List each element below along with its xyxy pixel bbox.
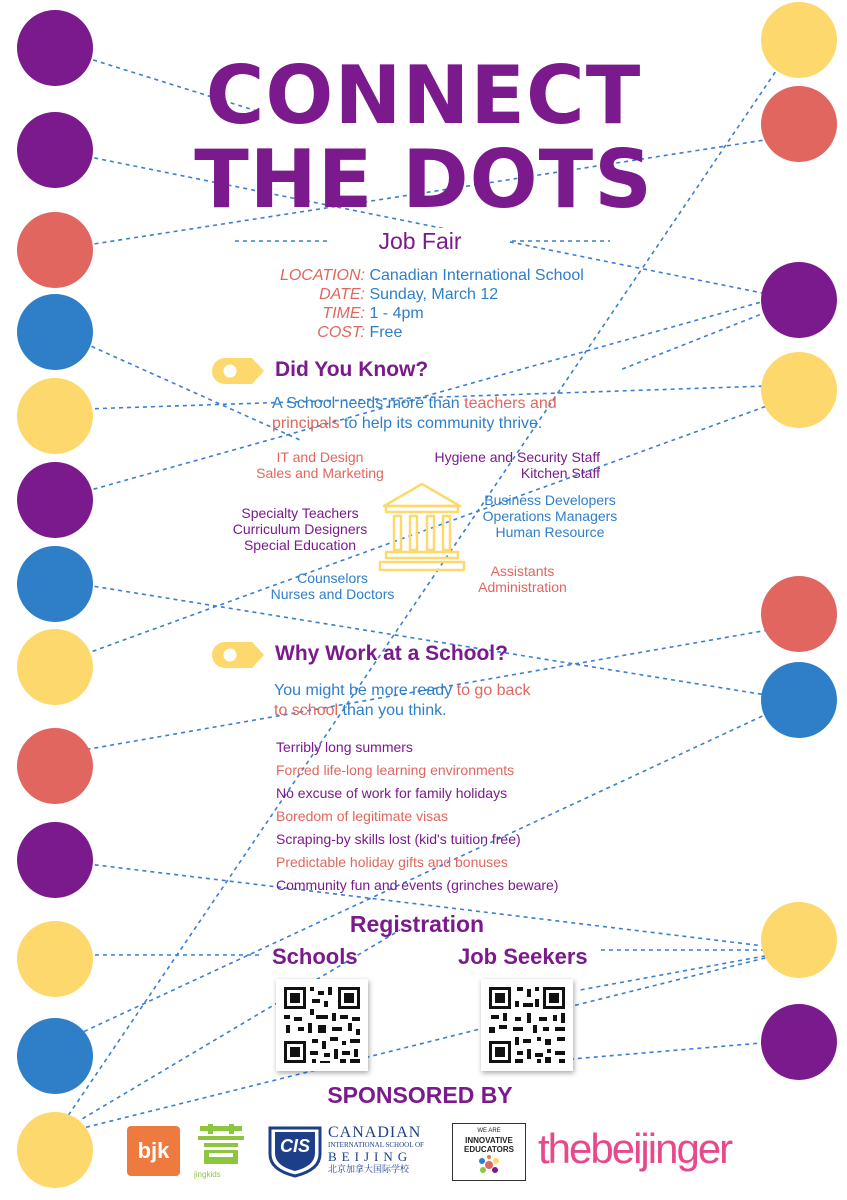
detail-value: 1 - 4pm [369, 305, 424, 322]
roles-assistants [460, 563, 585, 595]
detail-label: LOCATION: [279, 267, 365, 284]
cis-name [328, 1125, 424, 1175]
role-item: Operations Managers [482, 508, 618, 524]
cis-logo [266, 1124, 436, 1178]
detail-cost [240, 323, 584, 342]
dot-right-6 [761, 662, 837, 738]
title-line-2: THE DOTS [194, 133, 653, 226]
dot-right-7 [761, 902, 837, 978]
title-line-1: CONNECT [205, 49, 642, 142]
detail-value: Canadian International School [369, 267, 584, 284]
roles-business [470, 492, 630, 540]
dot-left-5 [17, 378, 93, 454]
why-text-b: to go back [456, 682, 531, 699]
role-item: Sales and Marketing [256, 465, 384, 481]
cis-line-1: CANADIAN [328, 1124, 422, 1141]
role-item: Special Education [243, 537, 357, 553]
dot-left-4 [17, 294, 93, 370]
dyk-text-d: to help its community thrive. [339, 415, 543, 432]
detail-label: TIME: [322, 305, 365, 322]
reasons-list [276, 736, 616, 897]
roles-it [235, 449, 405, 481]
role-item: Nurses and Doctors [270, 586, 395, 602]
did-you-know-text [272, 394, 612, 434]
why-text-c: to school [274, 702, 339, 719]
role-item: Administration [478, 579, 567, 595]
schools-label: Schools [272, 944, 358, 969]
bjk-logo [127, 1126, 180, 1176]
role-item: Specialty Teachers [241, 505, 359, 521]
jingkids-logo [194, 1124, 248, 1178]
why-work-text [274, 681, 594, 721]
location-pin-icon [208, 354, 268, 388]
dot-left-12 [17, 1018, 93, 1094]
beijinger-logo [538, 1124, 768, 1174]
role-item: Business Developers [484, 492, 616, 508]
roles-teachers [215, 505, 385, 553]
detail-label: COST: [317, 324, 365, 341]
schools-qr-code[interactable] [276, 979, 368, 1071]
job-seekers-qr-code[interactable] [481, 979, 573, 1071]
innov-line-2: INNOVATIVE [465, 1136, 513, 1145]
role-item: Human Resource [495, 524, 605, 540]
dot-right-8 [761, 1004, 837, 1080]
why-text-a: You might be more ready [274, 682, 457, 699]
role-item: Counselors [297, 570, 368, 586]
role-item: Curriculum Designers [232, 521, 368, 537]
dot-left-11 [17, 921, 93, 997]
reason-item: Community fun and events (grinches beware) [276, 877, 559, 893]
dyk-text-a: A School needs more than [272, 395, 465, 412]
dot-left-3 [17, 212, 93, 288]
reason-item: No excuse of work for family holidays [276, 785, 508, 801]
cis-line-4: 北京加拿大国际学校 [328, 1164, 410, 1174]
reason-item: Terribly long summers [276, 739, 413, 755]
detail-time [240, 304, 584, 323]
registration-heading: Registration [349, 911, 485, 937]
reason-item: Predictable holiday gifts and bonuses [276, 854, 508, 870]
location-pin-icon [208, 638, 268, 672]
job-seekers-label: Job Seekers [458, 944, 588, 969]
role-item: Assistants [490, 563, 555, 579]
reason-item: Boredom of legitimate visas [276, 808, 448, 824]
cis-line-2: INTERNATIONAL SCHOOL OF [328, 1141, 424, 1149]
detail-location [240, 266, 584, 285]
innov-line-1: WE ARE [477, 1128, 501, 1134]
dot-left-6 [17, 462, 93, 538]
event-name: Job Fair [330, 228, 510, 255]
beijinger-logo-text: thebeijinger [538, 1125, 732, 1172]
reason-item: Forced life-long learning environments [276, 762, 515, 778]
dot-right-4 [761, 352, 837, 428]
dot-left-8 [17, 629, 93, 705]
event-details [240, 266, 584, 342]
cis-mark-text: CIS [279, 1136, 310, 1156]
detail-date [240, 285, 584, 304]
school-building-icon [374, 478, 470, 574]
why-text-d: than you think. [338, 702, 447, 719]
reason-item: Scraping-by skills lost (kid's tuition free) [276, 831, 521, 847]
innov-line-3: EDUCATORS [464, 1145, 514, 1154]
role-item: IT and Design [276, 449, 364, 465]
dot-right-5 [761, 576, 837, 652]
role-item: Hygiene and Security Staff [434, 449, 600, 465]
dot-left-7 [17, 546, 93, 622]
jingkids-mark-icon [194, 1124, 248, 1166]
did-you-know-heading: Did You Know? [275, 358, 429, 381]
detail-value: Sunday, March 12 [369, 286, 499, 303]
why-work-heading: Why Work at a School? [275, 642, 508, 665]
innovative-educators-logo [452, 1123, 526, 1181]
detail-label: DATE: [319, 286, 365, 303]
dot-left-10 [17, 822, 93, 898]
cis-line-3: BEIJING [328, 1149, 413, 1164]
sponsored-by-heading: SPONSORED BY [327, 1082, 513, 1108]
detail-value: Free [369, 324, 403, 341]
roles-counselors [255, 570, 410, 602]
dyk-text-b: teachers and [464, 395, 557, 412]
dot-right-3 [761, 262, 837, 338]
dot-left-13 [17, 1112, 93, 1188]
role-item: Kitchen Staff [520, 465, 600, 481]
roles-hygiene [395, 449, 600, 481]
dot-left-9 [17, 728, 93, 804]
innovative-educators-mark-icon [474, 1154, 504, 1176]
jingkids-logo-text: jingkids [194, 1170, 221, 1179]
bjk-logo-text: bjk [137, 1138, 170, 1163]
dyk-text-c: principals [272, 415, 340, 432]
